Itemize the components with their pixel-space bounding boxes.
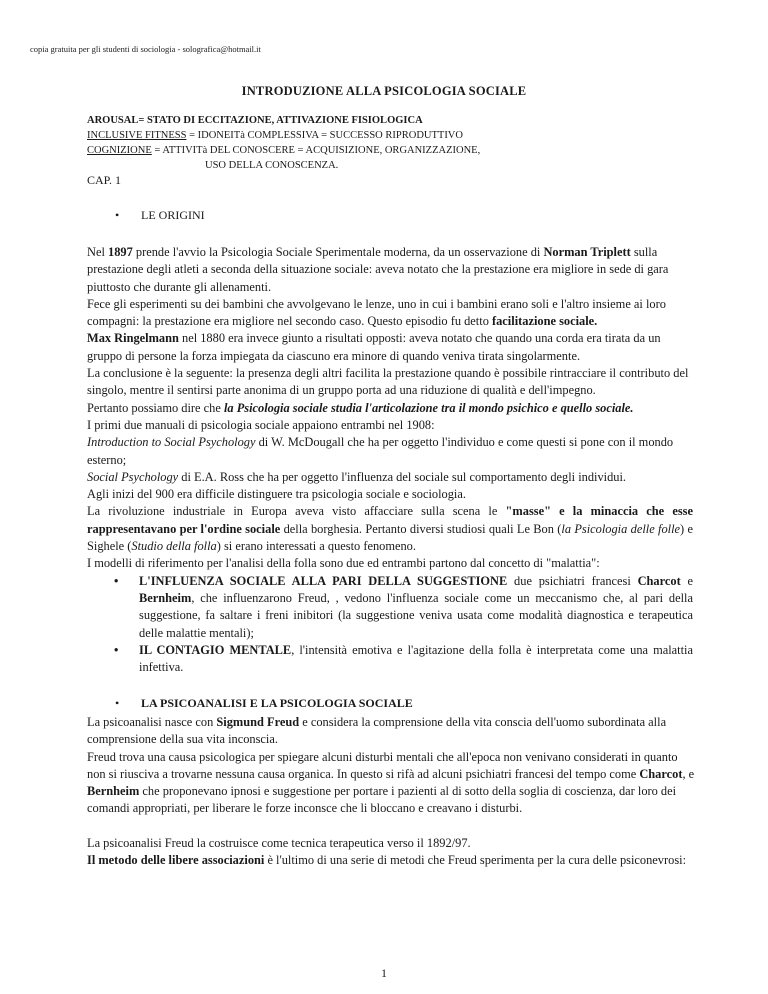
header-note: copia gratuita per gli studenti di sociologia - solografica@hotmail.it — [30, 44, 261, 54]
list-item: • IL CONTAGIO MENTALE, l'intensità emotiva e l'agitazione della folla è interpretata come una malattia infettiva. — [114, 642, 693, 675]
paragraph: La psicoanalisi nasce con Sigmund Freud e considera la comprensione della vita conscia dell'uomo subordinata alla comprensione della sua vita inconscia. — [87, 715, 667, 747]
bullet-list — [87, 573, 693, 677]
section-heading-origini — [115, 208, 205, 223]
paragraph: La psicoanalisi Freud la costruisce come tecnica terapeutica verso il 1892/97. — [87, 835, 471, 850]
paragraph: La rivoluzione industriale in Europa aveva visto affacciare sulla scena le "masse" e la minaccia che esse rappresentavano per l'ordine sociale della borghesia. Pertanto diversi studiosi quali Le Bon (la Psicologia delle folle) e Sighele (Studio della folla) si erano interessati a questo fenomeno. — [87, 504, 693, 554]
section-body-origini — [87, 244, 693, 676]
paragraph: Social Psychology di E.A. Ross che ha per oggetto l'influenza del sociale sul comportamento degli individui. — [87, 469, 627, 484]
bullet-icon: • — [114, 573, 119, 588]
def-cognizione: = ATTIVITà DEL CONOSCERE = ACQUISIZIONE, ORGANIZZAZIONE, — [151, 145, 481, 156]
bullet-icon: • — [114, 642, 119, 657]
definition-inclusive-fitness — [87, 128, 480, 143]
section-title: LE ORIGINI — [141, 208, 205, 222]
paragraph: I modelli di riferimento per l'analisi della folla sono due ed entrambi partono dal concetto di "malattia": — [87, 556, 600, 571]
section-body-psicoanalisi — [87, 714, 697, 869]
page-number: 1 — [381, 966, 387, 980]
definition-arousal: AROUSAL= STATO DI ECCITAZIONE, ATTIVAZIONE FISIOLOGICA — [87, 115, 423, 126]
paragraph: La conclusione è la seguente: la presenza degli altri facilita la prestazione quando è possibile rintracciare il contributo del singolo, mentre il sentirsi parte anonima di un gruppo porta ad una riduzione di qualità e dell'impegno. — [87, 366, 689, 398]
list-item: • L'INFLUENZA SOCIALE ALLA PARI DELLA SUGGESTIONE due psichiatri francesi Charcot e Bernheim, che influenzarono Freud, , vedono l'influenza sociale come un meccanismo che, al pari della suggestione, fa saltare i freni inibitori (la suggestione veniva usata come modalità diagnostica e terapeutica delle malattie mentali); — [114, 573, 693, 640]
section-heading-psicoanalisi — [115, 696, 413, 711]
page-title: INTRODUZIONE ALLA PSICOLOGIA SOCIALE — [241, 84, 527, 98]
def-cognizione-continued: USO DELLA CONOSCENZA. — [205, 160, 339, 171]
chapter-label: CAP. 1 — [87, 173, 122, 187]
paragraph: Freud trova una causa psicologica per spiegare alcuni disturbi mentali che all'epoca non venivano considerati in quanto non si riusciva a trovarne nessuna causa organica. In questo si rifà ad alcuni psichiatri francesi del tempo come Charcot, e Bernheim che proponevano ipnosi e suggestione per portare i pazienti al di sotto della soglia di coscienza, dar loro dei comandi appropriati, per liberare le forze inconsce che li bloccano e creavano i disturbi. — [87, 749, 695, 816]
definitions-block — [87, 113, 480, 173]
term-inclusive-fitness: INCLUSIVE FITNESS — [87, 130, 187, 141]
paragraph: Il metodo delle libere associazioni è l'ultimo di una serie di metodi che Freud sperimenta per la cura delle psiconevrosi: — [87, 853, 687, 868]
section-title: LA PSICOANALISI E LA PSICOLOGIA SOCIALE — [141, 696, 413, 710]
paragraph: Max Ringelmann nel 1880 era invece giunto a risultati opposti: aveva notato che quando una corda era tirata da un gruppo di persone la forza impiegata da ciascuno era minore di quando veniva tirata singolarmente. — [87, 331, 661, 363]
paragraph: Agli inizi del 900 era difficile distinguere tra psicologia sociale e sociologia. — [87, 487, 466, 502]
def-inclusive-fitness: = IDONEITà COMPLESSIVA = SUCCESSO RIPRODUTTIVO — [186, 130, 463, 141]
term-cognizione: COGNIZIONE — [87, 145, 152, 156]
bullet-icon: • — [115, 208, 120, 222]
paragraph: Nel 1897 prende l'avvio la Psicologia Sociale Sperimentale moderna, da un osservazione di Norman Triplett sulla prestazione degli atleti a seconda della situazione sociale: aveva notato che la prestazione era migliore in sede di gara piuttosto che durante gli allenamenti. — [87, 245, 669, 294]
paragraph: Introduction to Social Psychology di W. McDougall che ha per oggetto l'individuo e come questi si pone con il mondo esterno; — [87, 435, 674, 467]
paragraph: I primi due manuali di psicologia sociale appaiono entrambi nel 1908: — [87, 417, 435, 432]
bullet-icon: • — [115, 696, 120, 710]
paragraph: Pertanto possiamo dire che la Psicologia sociale studia l'articolazione tra il mondo psichico e quello sociale. — [87, 400, 634, 415]
definition-cognizione — [87, 143, 480, 158]
paragraph: Fece gli esperimenti su dei bambini che avvolgevano le lenze, uno in cui i bambini erano soli e l'altro insieme ai loro compagni: la prestazione era migliore nel secondo caso. Questo episodio fu detto facilitazione sociale. — [87, 296, 666, 329]
